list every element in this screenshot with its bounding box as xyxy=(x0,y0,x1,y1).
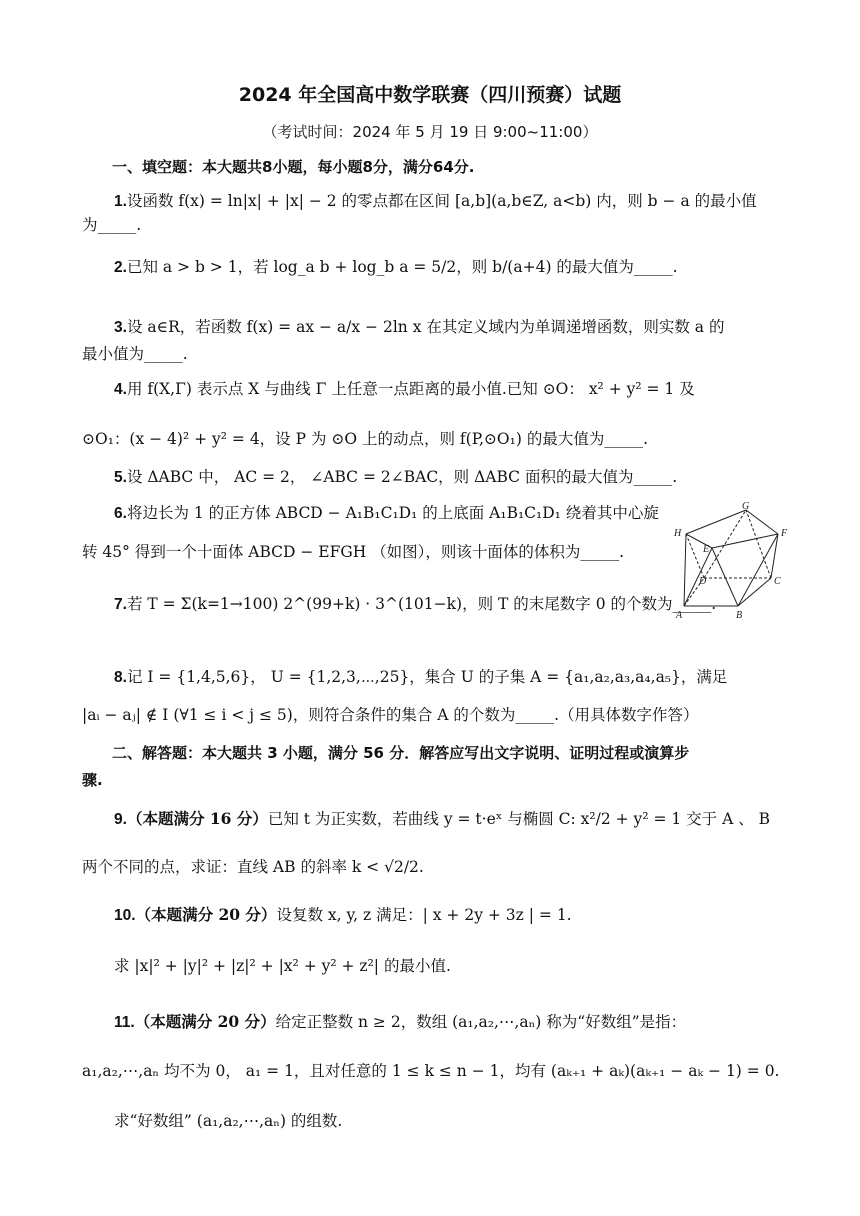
q11-line3: 求“好数组” (a₁,a₂,⋯,aₙ) 的组数. xyxy=(114,1112,343,1130)
exam-time: （考试时间：2024 年 5 月 19 日 9:00~11:00） xyxy=(262,123,598,141)
q3-text: 设 a∈R，若函数 f(x) = ax − a/x − 2ln x 在其定义域内为单调递增函数，则实数 a 的 xyxy=(126,318,725,336)
q4-number: 4. xyxy=(114,381,127,398)
q10-points-label: （本题满分 20 分） xyxy=(135,905,277,924)
q2-line1 xyxy=(114,256,678,279)
q1-text: 设函数 f(x) = ln|x| + |x| − 2 的零点都在区间 [a,b](a,b∈Z, a<b) 内，则 b − a 的最小值 xyxy=(126,192,757,210)
q6-line1 xyxy=(114,502,659,525)
exam-title: 2024 年全国高中数学联赛（四川预赛）试题 xyxy=(238,84,622,106)
q7-line1 xyxy=(114,593,716,616)
q10-line2: 求 |x|² + |y|² + |z|² + |x² + y² + z²| 的最小值. xyxy=(114,957,451,975)
fig-label-b: B xyxy=(736,610,743,621)
q8-text: 记 I = {1,4,5,6}， U = {1,2,3,⋯,25}，集合 U 的子集 A = {a₁,a₂,a₃,a₄,a₅}，满足 xyxy=(126,668,728,686)
fig-label-d: D xyxy=(699,576,707,587)
fig-label-a: A xyxy=(676,610,683,621)
q7-number: 7. xyxy=(114,596,127,613)
q5-text: 设 ΔABC 中， AC = 2， ∠ABC = 2∠BAC，则 ΔABC 面积的最大值为_____. xyxy=(126,468,678,486)
q10-number: 10. xyxy=(114,907,136,924)
fig-label-f: F xyxy=(781,528,788,539)
q3-line1 xyxy=(114,316,724,339)
q6-number: 6. xyxy=(114,505,127,522)
q10-text: 设复数 x, y, z 满足：| x + 2y + 3z | = 1. xyxy=(276,906,572,924)
q11-text: 给定正整数 n ≥ 2，数组 (a₁,a₂,⋯,aₙ) 称为“好数组”是指： xyxy=(275,1013,687,1031)
q4-line1 xyxy=(114,378,695,401)
q9-number: 9. xyxy=(114,811,127,828)
q3-line2: 最小值为_____. xyxy=(82,345,188,363)
q1-line1 xyxy=(114,190,757,213)
q11-line2: a₁,a₂,⋯,aₙ 均不为 0， a₁ = 1，且对任意的 1 ≤ k ≤ n − 1，均有 (aₖ₊₁ + aₖ)(aₖ₊₁ − aₖ − 1) = 0. xyxy=(82,1062,780,1080)
q3-number: 3. xyxy=(114,319,127,336)
q8-number: 8. xyxy=(114,669,127,686)
q9-text: 已知 t 为正实数，若曲线 y = t·eˣ 与椭圆 C: x²/2 + y² = 1 交于 A 、 B xyxy=(267,810,771,828)
decahedron-diagram xyxy=(666,502,796,622)
q11-line1 xyxy=(114,1011,686,1034)
q1-number: 1. xyxy=(114,193,127,210)
q6-line2: 转 45° 得到一个十面体 ABCD − EFGH （如图），则该十面体的体积为_____. xyxy=(82,543,625,561)
q9-line2: 两个不同的点，求证：直线 AB 的斜率 k < √2/2. xyxy=(82,858,424,876)
q8-line1 xyxy=(114,666,727,689)
q4-text: 用 f(X,Γ) 表示点 X 与曲线 Γ 上任意一点距离的最小值.已知 ⊙O： x² + y² = 1 及 xyxy=(126,380,695,398)
q7-text: 若 T = Σ(k=1→100) 2^(99+k) · 3^(101−k)，则 T 的末尾数字 0 的个数为_____. xyxy=(126,595,717,613)
q10-line1 xyxy=(114,904,572,927)
fig-label-e: E xyxy=(703,544,710,555)
q9-line1 xyxy=(114,808,770,831)
q11-points-label: （本题满分 20 分） xyxy=(134,1012,276,1031)
q9-points-label: （本题满分 16 分） xyxy=(126,809,268,828)
section2-heading-line1: 二、解答题：本大题共 3 小题，满分 56 分．解答应写出文字说明、证明过程或演算步 xyxy=(112,744,690,762)
q2-number: 2. xyxy=(114,259,127,276)
fig-label-h: H xyxy=(674,528,682,539)
fig-label-c: C xyxy=(774,576,781,587)
q5-number: 5. xyxy=(114,469,127,486)
q11-number: 11. xyxy=(114,1014,135,1031)
fig-label-g: G xyxy=(742,502,750,512)
q2-text: 已知 a > b > 1，若 log_a b + log_b a = 5/2，则 b/(a+4) 的最大值为_____. xyxy=(126,258,678,276)
decahedron-figure xyxy=(666,502,796,622)
q8-line2: |aᵢ − aⱼ| ∉ I (∀1 ≤ i < j ≤ 5)，则符合条件的集合 A 的个数为_____.（用具体数字作答） xyxy=(82,706,699,724)
q1-line2: 为_____. xyxy=(82,216,142,234)
q4-line2: ⊙O₁：(x − 4)² + y² = 4，设 P 为 ⊙O 上的动点，则 f(P,⊙O₁) 的最大值为_____. xyxy=(82,430,648,448)
section1-heading: 一、填空题：本大题共8小题，每小题8分，满分64分. xyxy=(112,158,475,176)
section2-heading-line2: 骤. xyxy=(82,771,103,789)
q6-text: 将边长为 1 的正方体 ABCD − A₁B₁C₁D₁ 的上底面 A₁B₁C₁D₁ 绕着其中心旋 xyxy=(126,504,659,522)
q5-line1 xyxy=(114,466,677,489)
